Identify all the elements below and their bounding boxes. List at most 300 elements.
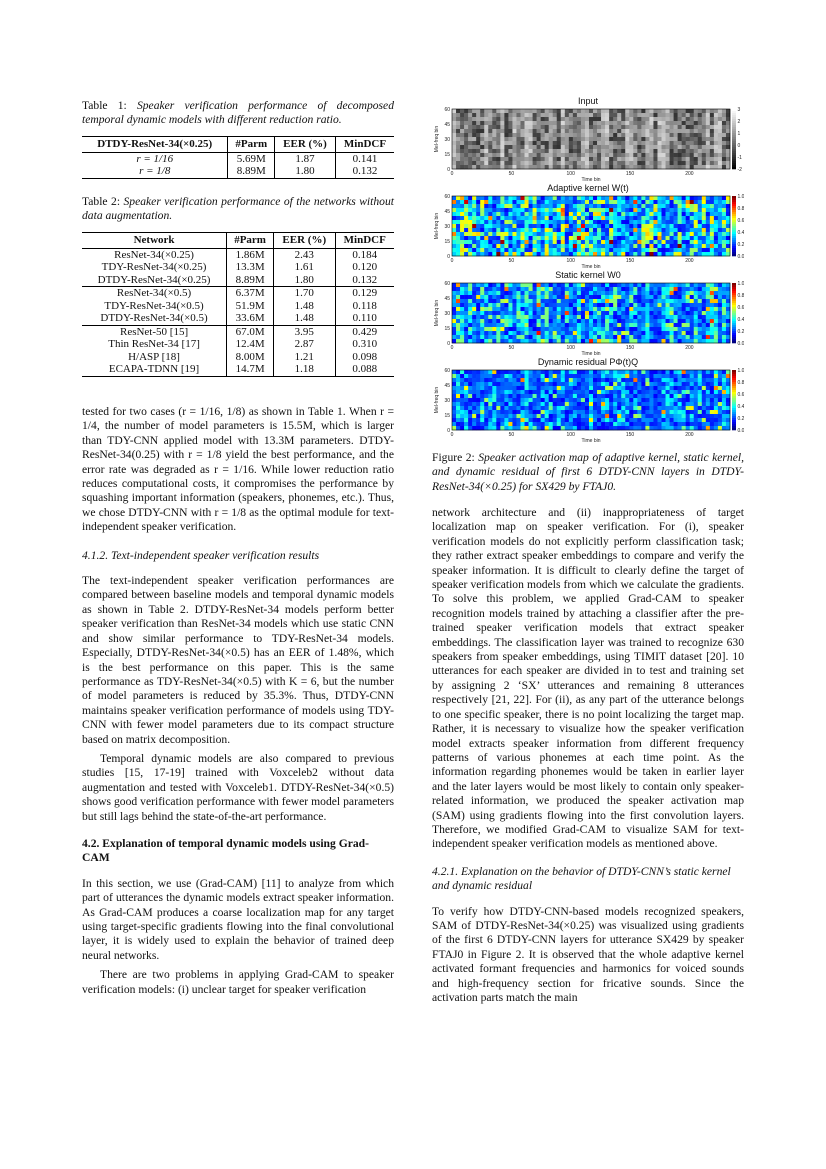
heatmap-cell	[597, 410, 601, 414]
heatmap-cell	[674, 157, 678, 161]
heatmap-cell	[508, 311, 512, 315]
heatmap-cell	[496, 422, 500, 426]
heatmap-cell	[472, 327, 476, 331]
x-tick-label: 100	[566, 258, 575, 264]
heatmap-cell	[714, 216, 718, 220]
heatmap-cell	[476, 386, 480, 390]
heatmap-cell	[670, 252, 674, 256]
heatmap-cell	[573, 129, 577, 133]
heatmap-cell	[496, 228, 500, 232]
heatmap-cell	[726, 370, 730, 374]
heatmap-cell	[456, 117, 460, 121]
heatmap-cell	[593, 370, 597, 374]
heatmap-cell	[617, 196, 621, 200]
heatmap-cell	[718, 109, 722, 113]
heatmap-cell	[593, 224, 597, 228]
heatmap-cell	[662, 208, 666, 212]
heatmap-cell	[496, 339, 500, 343]
heatmap-cell	[617, 398, 621, 402]
heatmap-cell	[617, 295, 621, 299]
heatmap-cell	[597, 315, 601, 319]
heatmap-cell	[589, 311, 593, 315]
table-cell: Thin ResNet-34 [17]	[108, 338, 200, 350]
heatmap-cell	[706, 141, 710, 145]
heatmap-cell	[625, 319, 629, 323]
heatmap-cell	[637, 109, 641, 113]
heatmap-cell	[512, 382, 516, 386]
heatmap-cell	[520, 236, 524, 240]
heatmap-cell	[504, 418, 508, 422]
heatmap-cell	[666, 145, 670, 149]
colorbar-cell	[732, 145, 736, 147]
heatmap-cell	[553, 382, 557, 386]
heatmap-cell	[714, 339, 718, 343]
heatmap-cell	[468, 232, 472, 236]
heatmap-cell	[706, 331, 710, 335]
heatmap-cell	[605, 303, 609, 307]
heatmap-cell	[653, 319, 657, 323]
heatmap-cell	[488, 398, 492, 402]
heatmap-cell	[561, 331, 565, 335]
heatmap-cell	[460, 307, 464, 311]
y-tick-label: 60	[444, 281, 450, 287]
heatmap-cell	[472, 315, 476, 319]
heatmap-cell	[662, 224, 666, 228]
heatmap-cell	[508, 335, 512, 339]
heatmap-cell	[633, 129, 637, 133]
heatmap-cell	[533, 153, 537, 157]
heatmap-cell	[512, 161, 516, 165]
heatmap-cell	[649, 339, 653, 343]
heatmap-cell	[641, 295, 645, 299]
heatmap-cell	[653, 125, 657, 129]
heatmap-cell	[520, 291, 524, 295]
heatmap-cell	[525, 374, 529, 378]
colorbar-cell	[732, 327, 736, 329]
heatmap-cell	[516, 240, 520, 244]
heatmap-cell	[464, 157, 468, 161]
heatmap-cell	[516, 390, 520, 394]
heatmap-cell	[686, 141, 690, 145]
heatmap-cell	[464, 212, 468, 216]
heatmap-cell	[537, 414, 541, 418]
heatmap-cell	[541, 402, 545, 406]
heatmap-cell	[674, 232, 678, 236]
heatmap-cell	[496, 149, 500, 153]
heatmap-cell	[452, 291, 456, 295]
heatmap-cell	[657, 390, 661, 394]
table-cell: 0.110	[335, 312, 394, 325]
heatmap-cell	[480, 252, 484, 256]
heatmap-cell	[601, 303, 605, 307]
heatmap-cell	[496, 378, 500, 382]
heatmap-cell	[686, 196, 690, 200]
heatmap-cell	[504, 303, 508, 307]
heatmap-cell	[520, 125, 524, 129]
heatmap-cell	[621, 414, 625, 418]
heatmap-cell	[678, 327, 682, 331]
heatmap-cell	[718, 295, 722, 299]
heatmap-cell	[504, 422, 508, 426]
heatmap-cell	[561, 240, 565, 244]
heatmap-cell	[516, 149, 520, 153]
heatmap-cell	[508, 232, 512, 236]
heatmap-cell	[484, 370, 488, 374]
heatmap-cell	[545, 414, 549, 418]
heatmap-cell	[653, 240, 657, 244]
heatmap-cell	[678, 394, 682, 398]
heatmap-cell	[508, 196, 512, 200]
heatmap-cell	[657, 224, 661, 228]
heatmap-cell	[609, 402, 613, 406]
heatmap-cell	[722, 129, 726, 133]
heatmap-cell	[637, 157, 641, 161]
heatmap-cell	[645, 236, 649, 240]
heatmap-cell	[657, 299, 661, 303]
heatmap-cell	[553, 370, 557, 374]
heatmap-cell	[641, 315, 645, 319]
heatmap-cell	[589, 426, 593, 430]
heatmap-cell	[637, 244, 641, 248]
heatmap-cell	[569, 386, 573, 390]
heatmap-cell	[617, 220, 621, 224]
heatmap-cell	[726, 200, 730, 204]
heatmap-cell	[698, 311, 702, 315]
heatmap-cell	[722, 117, 726, 121]
heatmap-cell	[480, 422, 484, 426]
heatmap-cell	[625, 165, 629, 169]
heatmap-cell	[605, 236, 609, 240]
heatmap-cell	[569, 196, 573, 200]
heatmap-cell	[629, 426, 633, 430]
heatmap-cell	[718, 331, 722, 335]
heatmap-cell	[504, 410, 508, 414]
heatmap-cell	[682, 232, 686, 236]
heatmap-cell	[492, 390, 496, 394]
heatmap-cell	[525, 252, 529, 256]
heatmap-cell	[690, 283, 694, 287]
heatmap-cell	[529, 248, 533, 252]
heatmap-cell	[577, 386, 581, 390]
heatmap-cell	[629, 220, 633, 224]
heatmap-cell	[508, 137, 512, 141]
heatmap-cell	[529, 299, 533, 303]
heatmap-cell	[561, 315, 565, 319]
heatmap-cell	[645, 204, 649, 208]
heatmap-cell	[617, 117, 621, 121]
heatmap-cell	[641, 386, 645, 390]
heatmap-cell	[722, 232, 726, 236]
heatmap-cell	[597, 196, 601, 200]
heatmap-cell	[678, 208, 682, 212]
heatmap-cell	[549, 382, 553, 386]
x-tick-label: 50	[508, 345, 515, 351]
heatmap-cell	[468, 426, 472, 430]
heatmap-cell	[500, 137, 504, 141]
heatmap-cell	[702, 141, 706, 145]
heatmap-cell	[492, 216, 496, 220]
heatmap-cell	[500, 121, 504, 125]
heatmap-cell	[629, 200, 633, 204]
heatmap-cell	[480, 339, 484, 343]
heatmap-cell	[694, 141, 698, 145]
table-cell: ECAPA-TDNN [19]	[82, 363, 227, 376]
heatmap-cell	[533, 307, 537, 311]
heatmap-cell	[657, 311, 661, 315]
heatmap-cell	[581, 212, 585, 216]
heatmap-cell	[690, 382, 694, 386]
heatmap-cell	[726, 311, 730, 315]
heatmap-cell	[472, 398, 476, 402]
heatmap-cell	[637, 283, 641, 287]
heatmap-cell	[653, 394, 657, 398]
heatmap-cell	[573, 121, 577, 125]
heatmap-cell	[456, 299, 460, 303]
heatmap-cell	[670, 339, 674, 343]
heatmap-cell	[452, 323, 456, 327]
heatmap-cell	[577, 331, 581, 335]
heatmap-cell	[496, 283, 500, 287]
heatmap-cell	[605, 319, 609, 323]
heatmap-cell	[508, 240, 512, 244]
heatmap-cell	[649, 153, 653, 157]
heatmap-cell	[637, 153, 641, 157]
heatmap-cell	[653, 153, 657, 157]
colorbar-cell	[732, 196, 736, 198]
heatmap-cell	[633, 311, 637, 315]
heatmap-cell	[488, 406, 492, 410]
heatmap-cell	[694, 287, 698, 291]
heatmap-cell	[662, 141, 666, 145]
heatmap-cell	[718, 406, 722, 410]
paragraph: Temporal dynamic models are also compared to previous studies [15, 17-19] trained with Voxceleb2 without data augmentation and tested with Voxceleb1. DTDY-ResNet-34(×0.5) shows good verification performance with fewer model parameters but still lags behind the state-of-the-art performance.	[82, 751, 394, 823]
heatmap-cell	[581, 161, 585, 165]
heatmap-cell	[565, 252, 569, 256]
heatmap-cell	[714, 311, 718, 315]
heatmap-cell	[460, 117, 464, 121]
heatmap-cell	[649, 315, 653, 319]
heatmap-cell	[492, 196, 496, 200]
heatmap-cell	[480, 113, 484, 117]
colorbar-tick-label: 0.4	[737, 317, 744, 323]
heatmap-cell	[637, 426, 641, 430]
heatmap-cell	[670, 216, 674, 220]
heatmap-cell	[649, 402, 653, 406]
heatmap-cell	[581, 145, 585, 149]
heatmap-cell	[553, 244, 557, 248]
heatmap-cell	[657, 220, 661, 224]
heatmap-cell	[581, 196, 585, 200]
heatmap-cell	[589, 109, 593, 113]
heatmap-cell	[585, 248, 589, 252]
heatmap-cell	[557, 291, 561, 295]
heatmap-cell	[492, 232, 496, 236]
heatmap-cell	[512, 410, 516, 414]
heatmap-cell	[512, 394, 516, 398]
heatmap-cell	[714, 121, 718, 125]
heatmap-cell	[508, 418, 512, 422]
heatmap-cell	[710, 331, 714, 335]
heatmap-cell	[581, 137, 585, 141]
heatmap-cell	[657, 165, 661, 169]
heatmap-cell	[553, 236, 557, 240]
heatmap-cell	[585, 295, 589, 299]
heatmap-cell	[682, 287, 686, 291]
heatmap-cell	[541, 224, 545, 228]
heatmap-cell	[456, 382, 460, 386]
heatmap-cell	[508, 331, 512, 335]
heatmap-cell	[617, 327, 621, 331]
heatmap-cell	[593, 145, 597, 149]
heatmap-cell	[512, 414, 516, 418]
heatmap-cell	[641, 157, 645, 161]
heatmap-cell	[694, 394, 698, 398]
heatmap-cell	[601, 129, 605, 133]
heatmap-cell	[573, 224, 577, 228]
heatmap-cell	[537, 307, 541, 311]
heatmap-cell	[488, 145, 492, 149]
heatmap-cell	[496, 374, 500, 378]
heatmap-cell	[597, 220, 601, 224]
heatmap-cell	[674, 398, 678, 402]
heatmap-cell	[573, 161, 577, 165]
heatmap-cell	[533, 335, 537, 339]
heatmap-cell	[726, 220, 730, 224]
heatmap-cell	[480, 311, 484, 315]
heatmap-cell	[629, 418, 633, 422]
heatmap-cell	[460, 418, 464, 422]
heatmap-cell	[605, 149, 609, 153]
heatmap-cell	[520, 216, 524, 220]
heatmap-cell	[714, 410, 718, 414]
heatmap-cell	[569, 137, 573, 141]
heatmap-cell	[706, 410, 710, 414]
heatmap-cell	[678, 109, 682, 113]
heatmap-cell	[508, 307, 512, 311]
heatmap-cell	[525, 248, 529, 252]
colorbar-cell	[732, 398, 736, 400]
heatmap-cell	[484, 196, 488, 200]
heatmap-cell	[480, 129, 484, 133]
heatmap-cell	[589, 327, 593, 331]
heatmap-cell	[476, 141, 480, 145]
heatmap-cell	[597, 216, 601, 220]
heatmap-cell	[674, 311, 678, 315]
heatmap-cell	[597, 335, 601, 339]
heatmap-cell	[537, 224, 541, 228]
heatmap-cell	[649, 157, 653, 161]
heatmap-cell	[561, 129, 565, 133]
heatmap-cell	[694, 402, 698, 406]
heatmap-cell	[706, 315, 710, 319]
heatmap-cell	[694, 418, 698, 422]
heatmap-cell	[476, 295, 480, 299]
heatmap-cell	[520, 153, 524, 157]
heatmap-cell	[529, 212, 533, 216]
heatmap-cell	[565, 426, 569, 430]
heatmap-cell	[690, 406, 694, 410]
heatmap-cell	[577, 402, 581, 406]
heatmap-cell	[549, 117, 553, 121]
heatmap-cell	[649, 121, 653, 125]
figure2-caption-text: Speaker activation map of adaptive kernel, static kernel, and dynamic residual of first 6 DTDY-CNN layers in DTDY-ResNet-34(×0.25) for SX429 by FTAJ0.	[432, 451, 744, 493]
heatmap-cell	[698, 283, 702, 287]
heatmap-cell	[492, 157, 496, 161]
heatmap-cell	[529, 220, 533, 224]
heatmap-cell	[565, 291, 569, 295]
heatmap-cell	[621, 327, 625, 331]
heatmap-cell	[512, 236, 516, 240]
heatmap-cell	[722, 149, 726, 153]
heatmap-cell	[714, 196, 718, 200]
heatmap-cell	[690, 220, 694, 224]
heatmap-cell	[565, 125, 569, 129]
heatmap-cell	[565, 382, 569, 386]
heatmap-cell	[722, 113, 726, 117]
heatmap-cell	[525, 402, 529, 406]
heatmap-cell	[480, 212, 484, 216]
heatmap-cell	[653, 291, 657, 295]
heatmap-cell	[605, 307, 609, 311]
heatmap-cell	[452, 220, 456, 224]
heatmap-cell	[533, 374, 537, 378]
heatmap-cell	[678, 315, 682, 319]
heatmap-cell	[714, 133, 718, 137]
heatmap-cell	[674, 299, 678, 303]
heatmap-cell	[577, 208, 581, 212]
heatmap-cell	[633, 117, 637, 121]
heatmap-cell	[690, 410, 694, 414]
heatmap-cell	[633, 323, 637, 327]
heatmap-cell	[670, 319, 674, 323]
heatmap-cell	[593, 374, 597, 378]
heatmap-cell	[666, 133, 670, 137]
heatmap-cell	[722, 204, 726, 208]
heatmap-cell	[468, 212, 472, 216]
heatmap-cell	[492, 141, 496, 145]
heatmap-cell	[476, 327, 480, 331]
heatmap-cell	[557, 137, 561, 141]
heatmap-cell	[597, 426, 601, 430]
heatmap-cell	[662, 374, 666, 378]
heatmap-cell	[585, 153, 589, 157]
heatmap-cell	[702, 216, 706, 220]
heatmap-cell	[480, 370, 484, 374]
heatmap-cell	[686, 386, 690, 390]
heatmap-cell	[549, 204, 553, 208]
heatmap-cell	[561, 378, 565, 382]
heatmap-cell	[488, 121, 492, 125]
heatmap-cell	[561, 382, 565, 386]
heatmap-cell	[726, 224, 730, 228]
heatmap-cell	[504, 323, 508, 327]
heatmap-cell	[456, 113, 460, 117]
heatmap-cell	[593, 208, 597, 212]
heatmap-cell	[512, 311, 516, 315]
heatmap-cell	[500, 319, 504, 323]
heatmap-cell	[641, 319, 645, 323]
heatmap-cell	[670, 331, 674, 335]
y-tick-label: 0	[447, 341, 450, 347]
colorbar-cell	[732, 299, 736, 301]
colorbar-cell	[732, 121, 736, 123]
heatmap-cell	[468, 295, 472, 299]
heatmap-cell	[698, 240, 702, 244]
heatmap-cell	[653, 335, 657, 339]
colorbar-cell	[732, 204, 736, 206]
heatmap-cell	[657, 410, 661, 414]
heatmap-cell	[573, 109, 577, 113]
